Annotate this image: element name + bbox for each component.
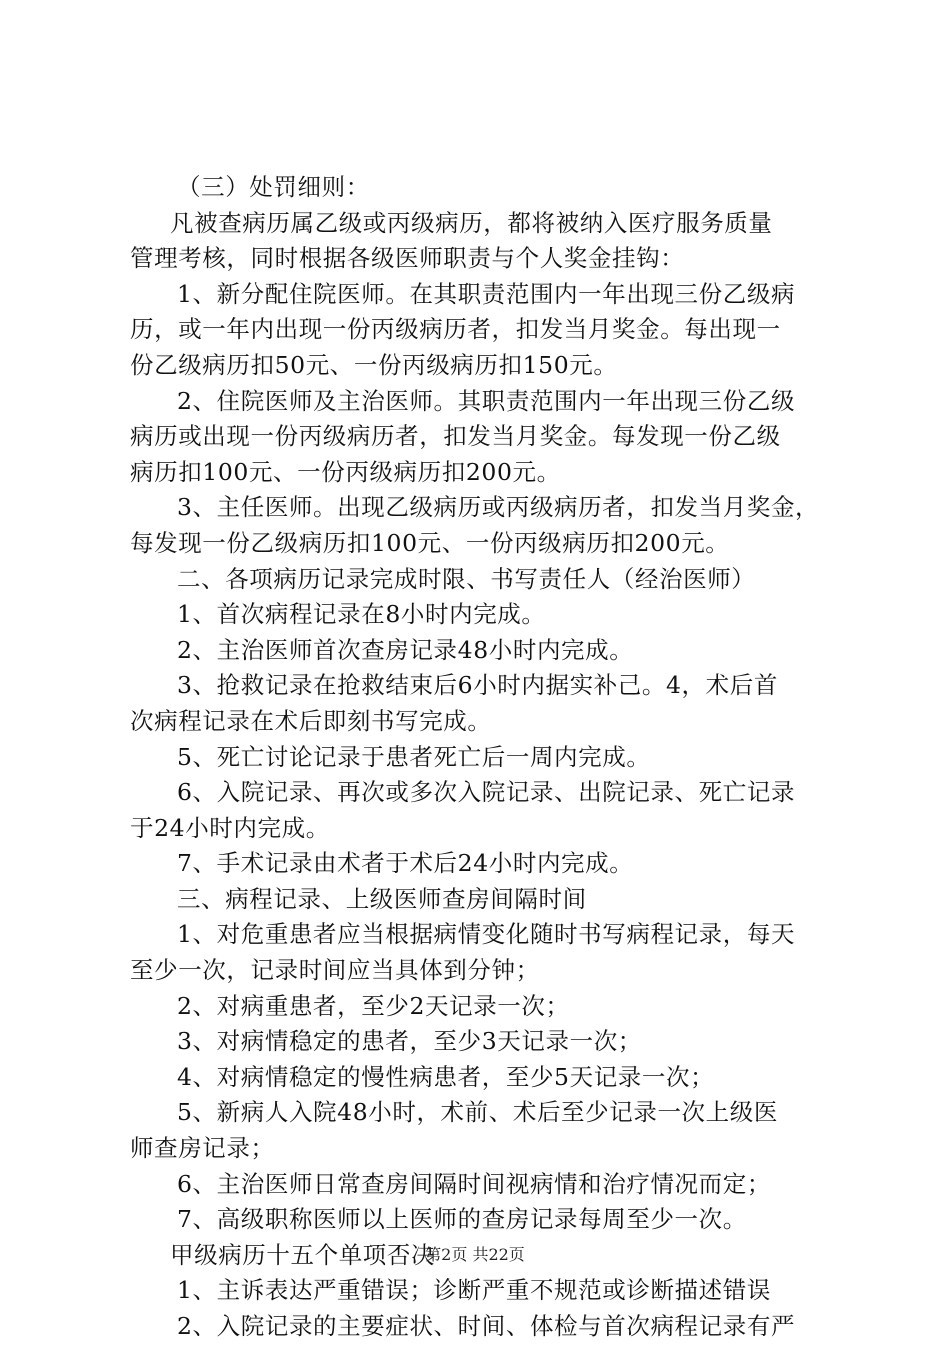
document-body (130, 170, 835, 1345)
section-heading-penalty-rules: （三）处罚细则： (177, 173, 370, 201)
list-item: 1、首次病程记录在8小时内完成。 (177, 600, 546, 629)
list-item: 4、对病情稳定的慢性病患者，至少5天记录一次； (177, 1062, 715, 1091)
paragraph-line: 凡被查病历属乙级或丙级病历，都将被纳入医疗服务质量 (170, 208, 773, 237)
list-item-continuation: 次病程记录在术后即刻书写完成。 (130, 706, 492, 735)
list-item: 6、主治医师日常查房间隔时间视病情和治疗情况而定； (177, 1169, 771, 1198)
list-item: 2、主治医师首次查房记录48小时内完成。 (177, 635, 634, 664)
list-item: 2、入院记录的主要症状、时间、体检与首次病程记录有严 (177, 1312, 796, 1340)
paragraph-line: 历，或一年内出现一份丙级病历者，扣发当月奖金。每出现一 (130, 315, 781, 344)
paragraph-line: 病历或出现一份丙级病历者，扣发当月奖金。每发现一份乙级 (130, 422, 781, 451)
list-item: 3、抢救记录在抢救结束后6小时内据实补己。4，术后首 (177, 671, 778, 700)
list-item: 5、新病人入院48小时，术前、术后至少记录一次上级医 (177, 1098, 778, 1127)
section-heading-veto-items: 甲级病历十五个单项否决 (170, 1240, 436, 1269)
list-item: 7、高级职称医师以上医师的查房记录每周至少一次。 (177, 1205, 747, 1234)
paragraph-line: 病历扣100元、一份丙级病历扣200元。 (130, 457, 561, 486)
list-item-continuation: 于24小时内完成。 (130, 813, 330, 842)
list-item: 6、入院记录、再次或多次入院记录、出院记录、死亡记录 (177, 778, 796, 807)
list-item: 2、对病重患者，至少2天记录一次； (177, 991, 570, 1020)
paragraph-line: 1、新分配住院医师。在其职责范围内一年出现三份乙级病 (177, 279, 796, 308)
list-item: 1、主诉表达严重错误；诊断严重不规范或诊断描述错误 (177, 1276, 771, 1305)
list-item: 3、对病情稳定的患者，至少3天记录一次； (177, 1027, 642, 1056)
paragraph-line: 3、主任医师。出现乙级病历或丙级病历者，扣发当月奖金， (177, 493, 820, 522)
paragraph-line: 2、住院医师及主治医师。其职责范围内一年出现三份乙级 (177, 386, 796, 415)
paragraph-line: 份乙级病历扣50元、一份丙级病历扣150元。 (130, 350, 618, 379)
paragraph-line: 管理考核，同时根据各级医师职责与个人奖金挂钩： (130, 244, 685, 273)
list-item: 1、对危重患者应当根据病情变化随时书写病程记录，每天 (177, 920, 796, 949)
list-item-continuation: 师查房记录； (130, 1134, 275, 1163)
paragraph-line: 每发现一份乙级病历扣100元、一份丙级病历扣200元。 (130, 528, 730, 557)
list-item: 7、手术记录由术者于术后24小时内完成。 (177, 849, 634, 878)
section-heading-round-intervals: 三、病程记录、上级医师查房间隔时间 (177, 884, 587, 913)
page-number-footer: 第2页 共22页 (425, 1245, 525, 1264)
list-item: 5、死亡讨论记录于患者死亡后一周内完成。 (177, 742, 651, 771)
section-heading-time-limits: 二、各项病历记录完成时限、书写责任人（经治医师） (177, 564, 756, 593)
list-item-continuation: 至少一次，记录时间应当具体到分钟； (130, 956, 540, 985)
